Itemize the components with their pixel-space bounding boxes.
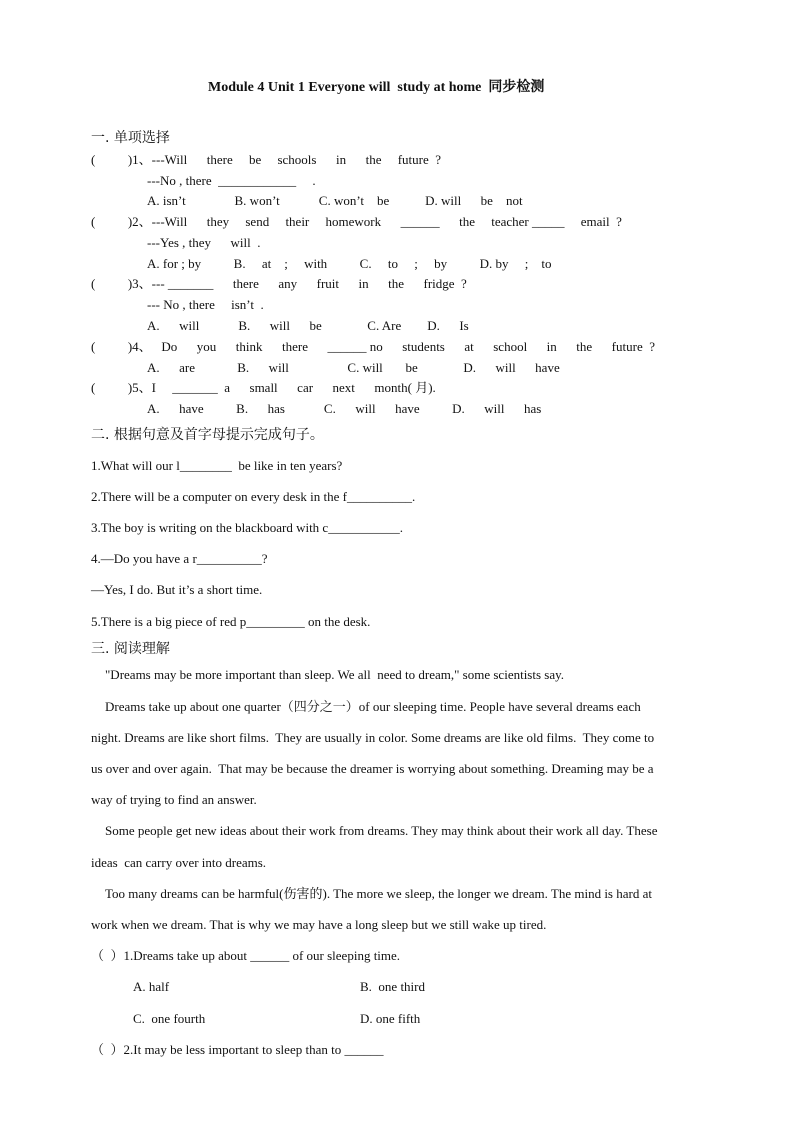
section-heading-fill: 二. 根据句意及首字母提示完成句子。 — [91, 427, 324, 443]
question-line: ( )3、--- _______ there any fruit in the fridge ? — [91, 276, 467, 291]
question-options: A. will B. will be C. Are D. Is — [147, 318, 469, 333]
question-line: ( )5、I _______ a small car next month( 月). — [91, 380, 436, 395]
question-line: ( )1、---Will there be schools in the future ? — [91, 152, 442, 167]
reading-question: （ ）2.It may be less important to sleep than to ______ — [91, 1042, 384, 1057]
passage-line: ideas can carry over into dreams. — [91, 855, 267, 870]
fill-sentence: 1.What will our l________ be like in ten years? — [91, 458, 343, 473]
passage-line: Too many dreams can be harmful(伤害的). The more we sleep, the longer we dream. The mind is hard at — [105, 886, 652, 901]
passage-line: work when we dream. That is why we may have a long sleep but we still wake up tired. — [91, 917, 547, 932]
question-options: A. isn’t B. won’t C. won’t be D. will be not — [147, 193, 523, 208]
question-line: ( )2、---Will they send their homework ______ the teacher _____ email ? — [91, 214, 622, 229]
passage-line: way of trying to find an answer. — [91, 792, 257, 807]
reading-question: （ ）1.Dreams take up about ______ of our sleeping time. — [91, 948, 401, 963]
option-b: B. one third — [360, 979, 425, 994]
passage-line: us over and over again. That may be because the dreamer is worrying about something. Dreaming may be a — [91, 761, 654, 776]
option-d: D. one fifth — [360, 1011, 421, 1026]
passage-line: "Dreams may be more important than sleep. We all need to dream," some scientists say. — [105, 667, 565, 682]
question-line: ---Yes , they will . — [147, 235, 261, 250]
question-line: --- No , there isn’t . — [147, 297, 264, 312]
question-line: ( )4、 Do you think there ______ no students at school in the future ? — [91, 339, 655, 354]
fill-sentence: —Yes, I do. But it’s a short time. — [91, 582, 263, 597]
question-options: A. are B. will C. will be D. will have — [147, 360, 560, 375]
passage-line: night. Dreams are like short films. They are usually in color. Some dreams are like old films. They come to — [91, 730, 655, 745]
fill-sentence: 4.—Do you have a r__________? — [91, 551, 268, 566]
passage-line: Some people get new ideas about their work from dreams. They may think about their work all day. These — [105, 823, 658, 838]
question-line: ---No , there ____________ . — [147, 173, 316, 188]
section-heading-choice: 一. 单项选择 — [91, 130, 170, 146]
option-a: A. half — [133, 979, 170, 994]
page-title: Module 4 Unit 1 Everyone will study at home 同步检测 — [208, 80, 545, 95]
option-c: C. one fourth — [133, 1011, 206, 1026]
question-options: A. for ; by B. at ; with C. to ; by D. by ; to — [147, 256, 552, 271]
fill-sentence: 3.The boy is writing on the blackboard with c___________. — [91, 520, 403, 535]
question-options: A. have B. has C. will have D. will has — [147, 401, 542, 416]
fill-sentence: 5.There is a big piece of red p_________ on the desk. — [91, 614, 371, 629]
passage-line: Dreams take up about one quarter（四分之一）of our sleeping time. People have several dreams each — [105, 699, 641, 714]
fill-sentence: 2.There will be a computer on every desk in the f__________. — [91, 489, 416, 504]
section-heading-reading: 三. 阅读理解 — [91, 641, 170, 657]
